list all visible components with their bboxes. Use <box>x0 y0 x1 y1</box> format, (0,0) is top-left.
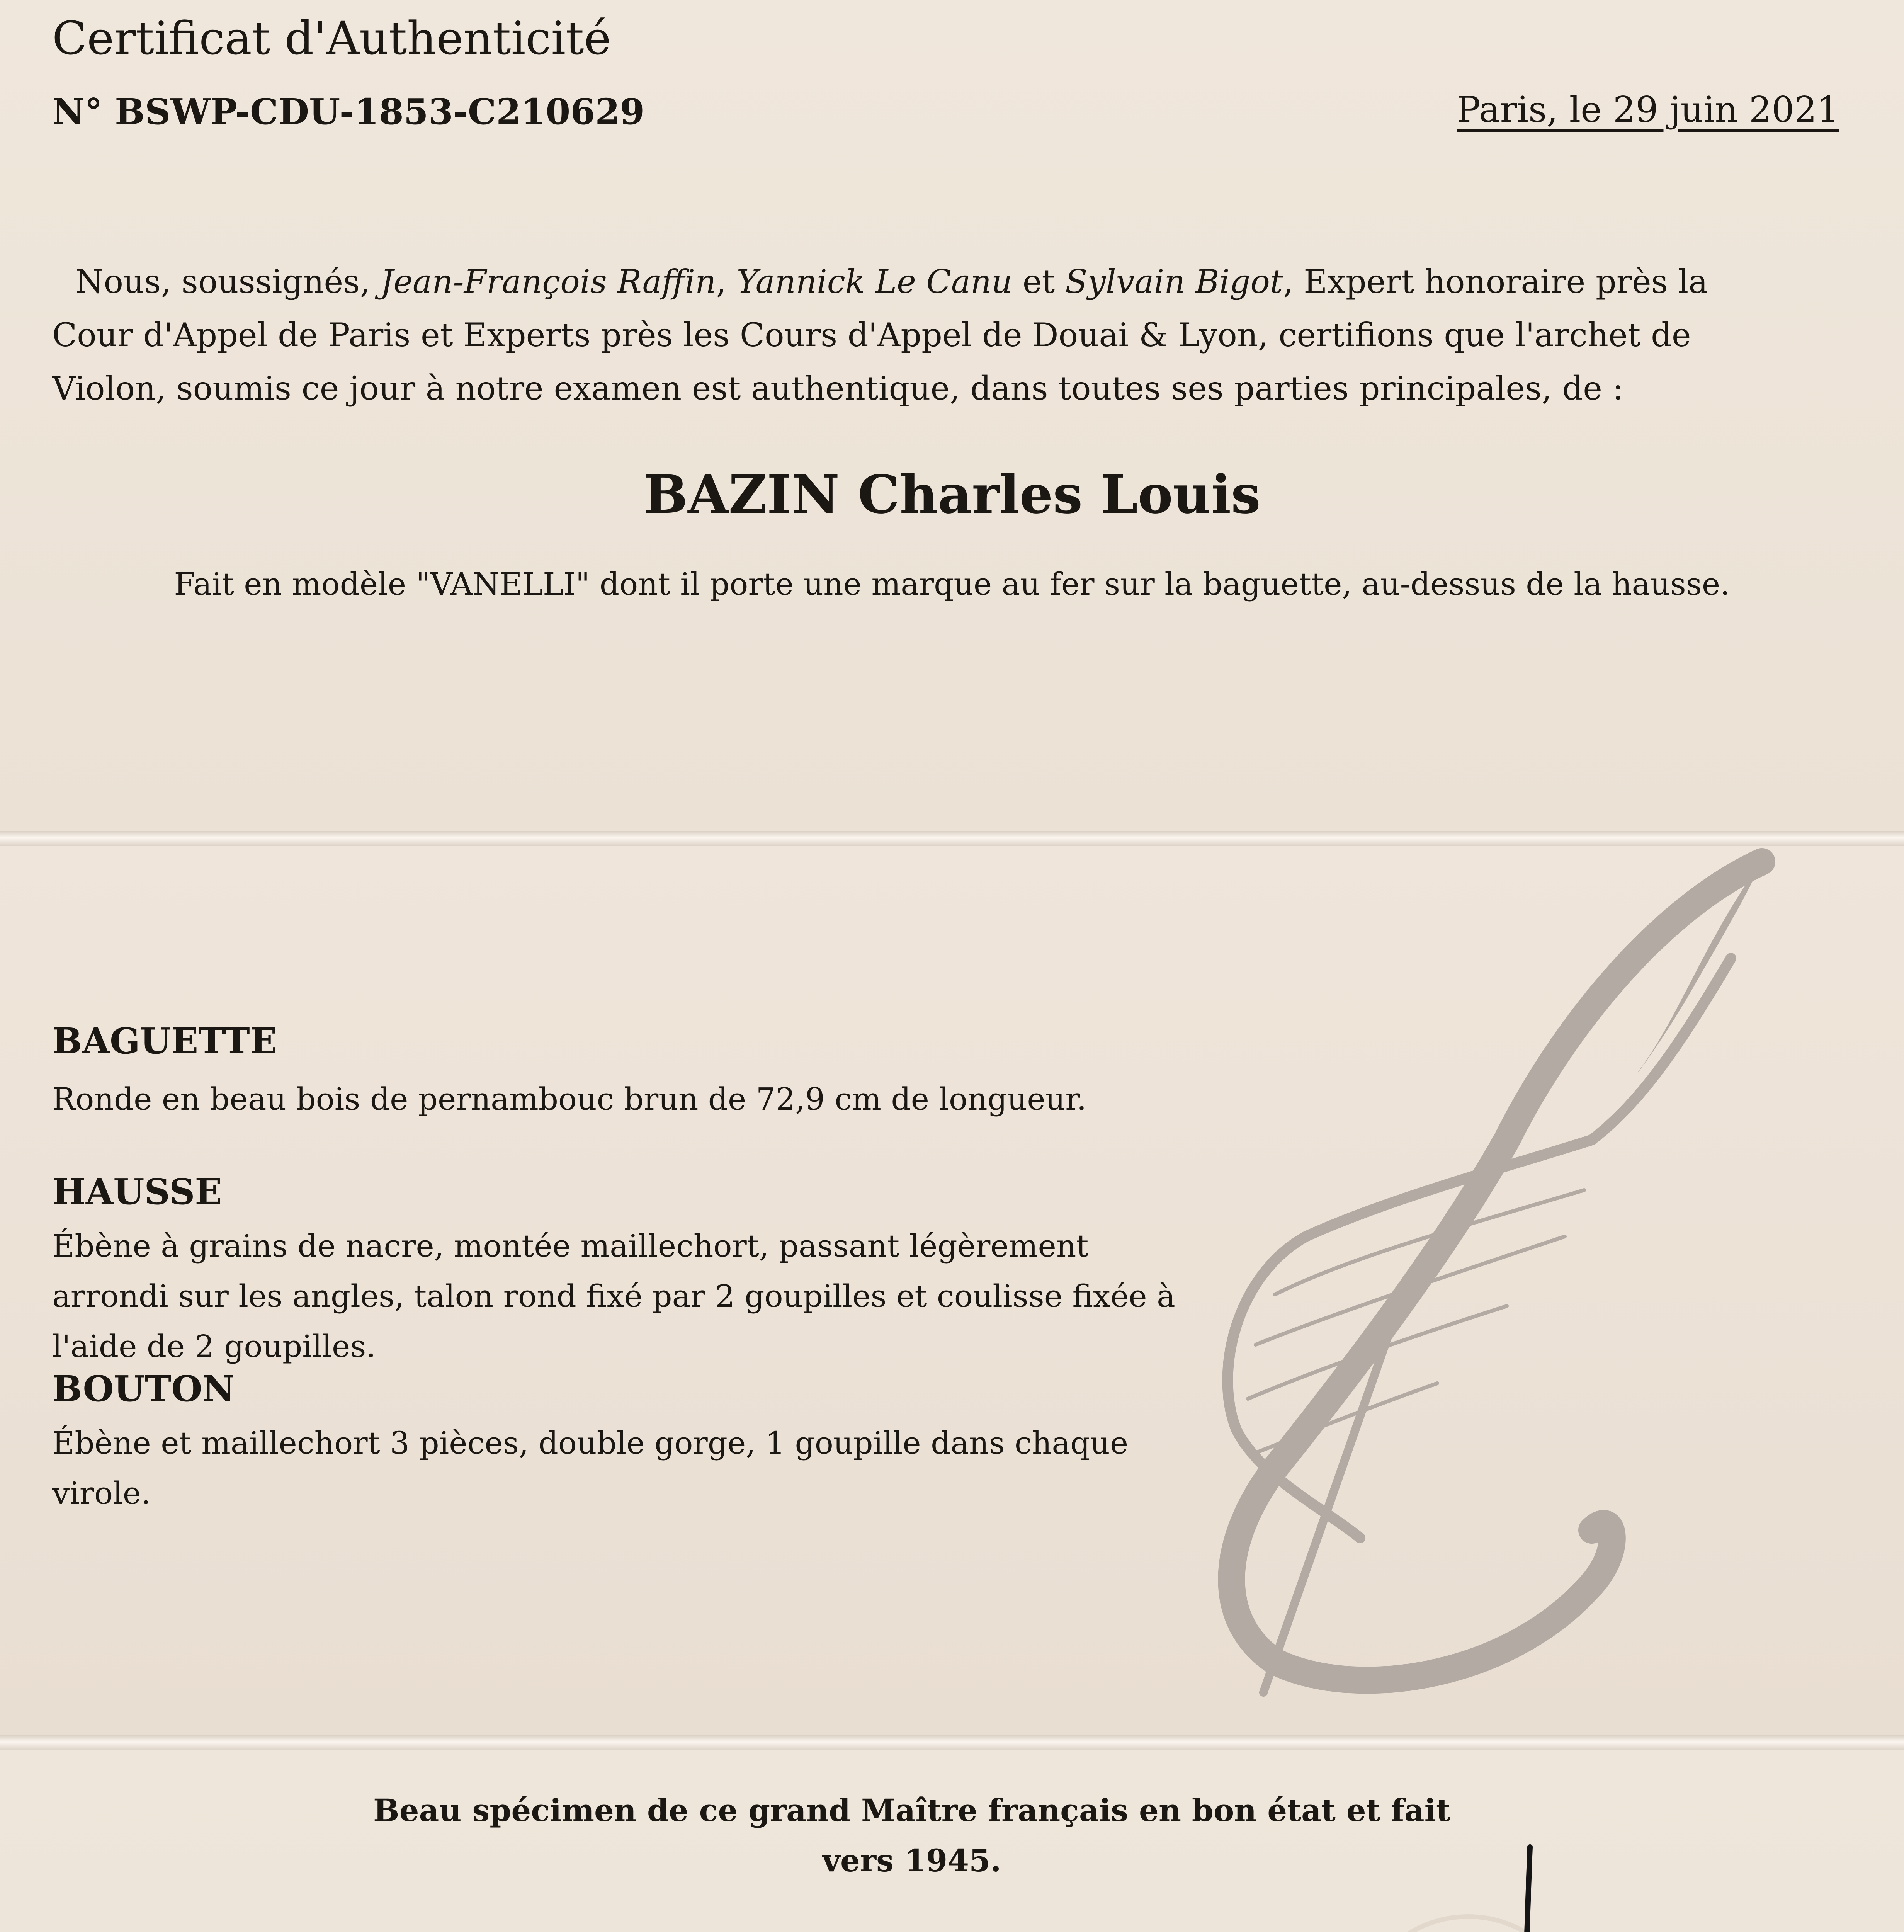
section-text-hausse: Ébène à grains de nacre, montée maillechort, passant légèrement arrondi sur les angles, talon rond fixé par 2 goupilles et coulisse fixée à l'aide de 2 goupilles. <box>52 1228 1175 1364</box>
section-text-bouton: Ébène et maillechort 3 pièces, double gorge, 1 goupille dans chaque virole. <box>52 1425 1129 1511</box>
section-text-baguette: Ronde en beau bois de pernambouc brun de 72,9 cm de longueur. <box>52 1081 1087 1117</box>
certificate-date: Paris, le 29 juin 2021 <box>1457 89 1839 130</box>
bow-maker: BAZIN Charles Louis <box>643 464 1261 526</box>
separator-text: et <box>1012 263 1065 301</box>
expert-name: Jean-François Raffin <box>380 263 716 301</box>
certificate-title: Certificat d'Authenticité <box>52 12 611 65</box>
conclusion-line: vers 1945. <box>822 1842 1001 1879</box>
certificate-number: N° BSWP-CDU-1853-C210629 <box>52 91 645 133</box>
model-note: Fait en modèle "VANELLI" dont il porte une marque au fer sur la baguette, au-dessus de la hausse. <box>174 566 1730 602</box>
conclusion-line: Beau spécimen de ce grand Maître français en bon état et fait <box>373 1792 1450 1828</box>
section-heading-baguette: BAGUETTE <box>52 1020 277 1062</box>
expert-name: Yannick Le Canu <box>736 263 1013 301</box>
intro-text: Nous, soussignés, <box>75 263 381 301</box>
section-heading-hausse: HAUSSE <box>52 1171 222 1213</box>
expert-name: Sylvain Bigot <box>1065 263 1283 301</box>
separator-text: , <box>716 263 737 301</box>
intro-end-text: , Expert honoraire près la Cour d'Appel de Paris et Experts près les Cours d'Appel de Douai & Lyon, certifions que l'archet de Violon, soumis ce jour à notre examen est authentique, dans toutes ses parties principales, de : <box>52 263 1708 407</box>
section-heading-bouton: BOUTON <box>52 1368 235 1410</box>
